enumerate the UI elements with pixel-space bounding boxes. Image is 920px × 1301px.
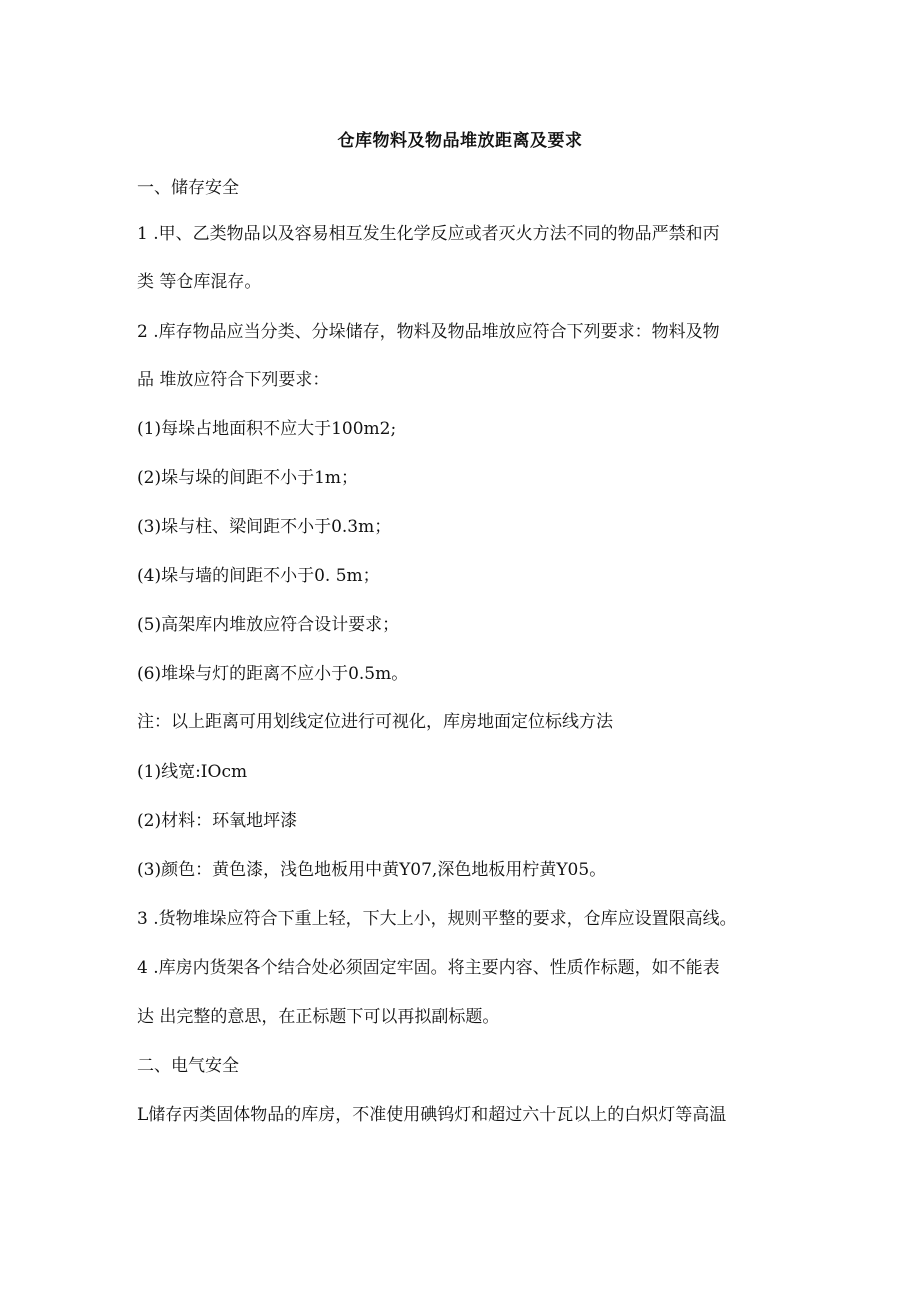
- list-item: (1)每垛占地面积不应大于100m2;: [137, 419, 397, 439]
- paragraph-line: 3 .货物堆垛应符合下重上轻，下大上小，规则平整的要求，仓库应设置限高线。: [137, 909, 737, 929]
- list-item: (2)材料：环氧地坪漆: [137, 811, 298, 831]
- paragraph-line: 品 堆放应符合下列要求：: [137, 370, 330, 390]
- document-title: 仓库物料及物品堆放距离及要求: [337, 131, 583, 151]
- paragraph-line: 2 .库存物品应当分类、分垛储存，物料及物品堆放应符合下列要求：物料及物: [137, 322, 720, 342]
- list-item: (1)线宽:IOcm: [137, 762, 248, 782]
- list-item: (3)垛与柱、梁间距不小于0.3m；: [137, 517, 392, 537]
- note-line: 注：以上距离可用划线定位进行可视化，库房地面定位标线方法: [137, 712, 613, 732]
- paragraph-line: 达 出完整的意思，在正标题下可以再拟副标题。: [137, 1007, 500, 1027]
- paragraph-line: L储存丙类固体物品的库房，不准使用碘钨灯和超过六十瓦以上的白炽灯等高温: [137, 1105, 727, 1125]
- paragraph-line: 4 .库房内货架各个结合处必须固定牢固。将主要内容、性质作标题，如不能表: [137, 958, 720, 978]
- list-item: (2)垛与垛的间距不小于1m；: [137, 468, 359, 488]
- section-heading-electrical-safety: 二、电气安全: [137, 1056, 239, 1076]
- list-item: (6)堆垛与灯的距离不应小于0.5m。: [137, 664, 409, 684]
- paragraph-line: 1 .甲、乙类物品以及容易相互发生化学反应或者灭火方法不同的物品严禁和丙: [137, 224, 720, 244]
- paragraph-line: 类 等仓库混存。: [137, 272, 262, 292]
- list-item: (4)垛与墙的间距不小于0. 5m；: [137, 566, 380, 586]
- section-heading-storage-safety: 一、储存安全: [137, 178, 239, 198]
- list-item: (3)颜色：黄色漆，浅色地板用中黄Y07,深色地板用柠黄Y05。: [137, 860, 607, 880]
- list-item: (5)高架库内堆放应符合设计要求；: [137, 615, 400, 635]
